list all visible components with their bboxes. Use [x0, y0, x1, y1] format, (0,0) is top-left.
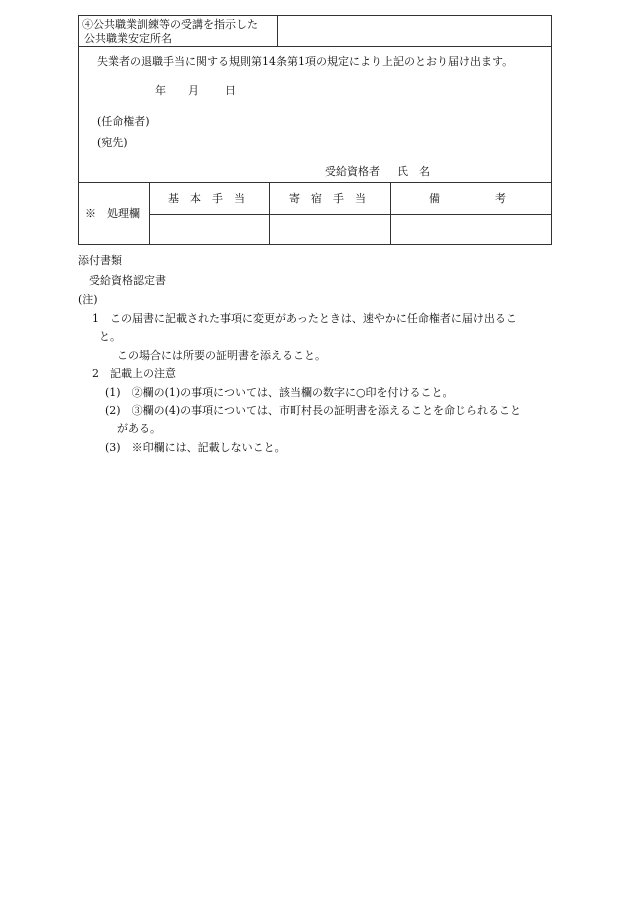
- basic-allowance-header: 基 本 手 当: [168, 192, 245, 205]
- processing-row-divider: [149, 214, 552, 215]
- addressee-label: (宛先): [97, 136, 128, 149]
- note-2-3: (3) ※印欄には、記載しないこと。: [105, 441, 286, 454]
- processing-row-label: ※ 処理欄: [85, 207, 140, 220]
- declaration-box: [78, 15, 552, 183]
- date-year-label: 年: [155, 84, 166, 97]
- note-2: 2 記載上の注意: [92, 367, 176, 380]
- date-day-label: 日: [225, 84, 236, 97]
- attachment-item: 受給資格認定書: [89, 274, 166, 287]
- name-label: 氏 名: [397, 165, 430, 178]
- notes-heading: (注): [78, 293, 98, 306]
- note-2-2-line2: がある。: [117, 422, 161, 435]
- declaration-text: 失業者の退職手当に関する規則第14条第1項の規定により上記のとおり届け出ます。: [97, 55, 514, 68]
- note-2-1: (1) ②欄の(1)の事項については、該当欄の数字に○印を付けること。: [105, 386, 454, 399]
- training-office-label-line1: ④公共職業訓練等の受講を指示した: [82, 18, 258, 31]
- training-office-label-line2: 公共職業安定所名: [84, 32, 172, 45]
- note-1-line2: と。: [99, 330, 121, 343]
- remarks-header: 備 考: [429, 192, 506, 205]
- note-1-line1: 1 この届書に記載された事項に変更があったときは、速やかに任命権者に届け出るこ: [92, 312, 517, 325]
- training-office-row: [79, 16, 551, 47]
- appointer-label: (任命権者): [97, 115, 150, 128]
- note-1-sub: この場合には所要の証明書を添えること。: [117, 349, 326, 362]
- training-office-label-cell: [79, 16, 278, 47]
- note-2-2-line1: (2) ③欄の(4)の事項については、市町村長の証明書を添えることを命じられること: [105, 404, 521, 417]
- recipient-label: 受給資格者: [325, 165, 380, 178]
- boarding-allowance-header: 寄 宿 手 当: [289, 192, 366, 205]
- attachments-heading: 添付書類: [78, 254, 122, 267]
- processing-table: [78, 182, 552, 245]
- date-month-label: 月: [188, 84, 199, 97]
